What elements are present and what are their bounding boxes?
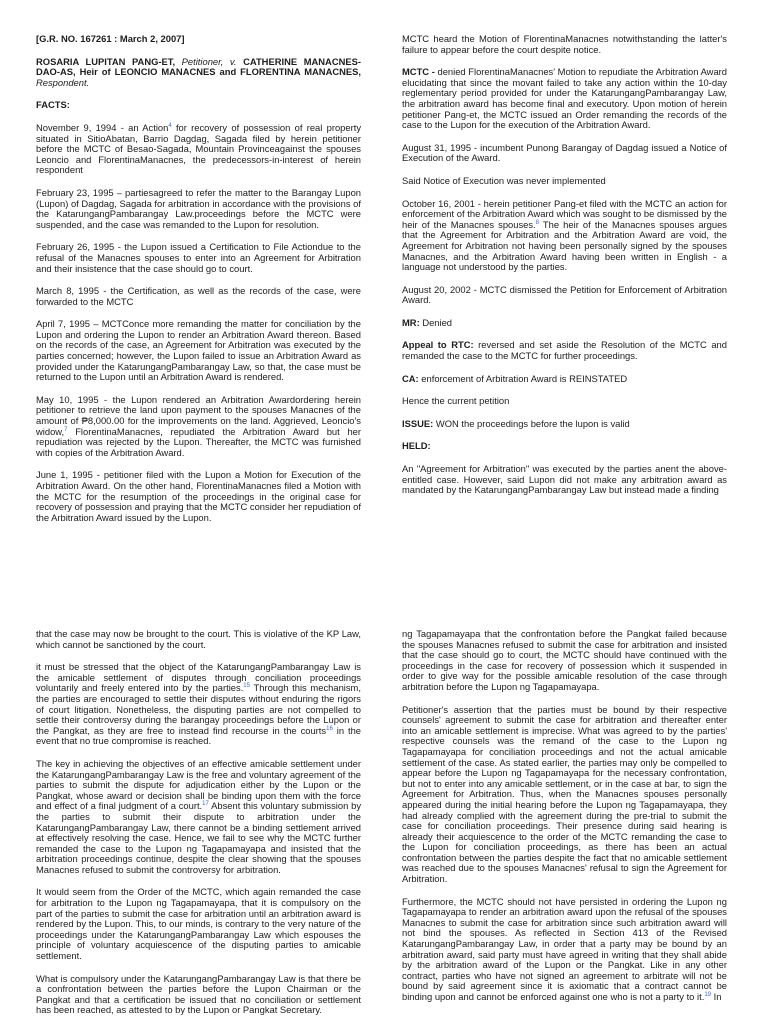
paragraph: [36, 974, 361, 1016]
paragraph: [36, 759, 361, 876]
paragraph: [402, 374, 727, 385]
paragraph-text: Said Notice of Execution was never implemented: [402, 174, 606, 186]
paragraph-label: Appeal to RTC:: [402, 339, 479, 351]
footnote-ref: 8: [535, 219, 539, 226]
paragraph: [402, 318, 727, 329]
paragraph-text: Denied: [422, 316, 453, 328]
paragraph-text: denied FlorentinaManacnes' Motion to repudiate the Arbitration Award elucidating that since the movant failed to take any action within the 10-day reglementary period provided for under the KatarungangPambarangay Law, the arbitration award has become final and executory. Upon motion of herein petitioner Pang-et, the MCTC issued an Order remanding the records of the case to the Lupon for the execution of the Arbitration Award.: [402, 66, 727, 131]
paragraph-text: it must be stressed that the object of the KatarungangPambarangay Law is the amicable settlement of disputes through conciliation proceedings voluntarily and freely entered into by the parties.: [36, 661, 361, 694]
petitioner-role-text: Petitioner, v.: [175, 55, 244, 67]
paragraph-text: enforcement of Arbitration Award is REINSTATED: [421, 372, 628, 384]
paragraph-text: August 31, 1995 - incumbent Punong Barangay of Dagdag issued a Notice of Execution of the Award.: [402, 141, 727, 164]
paragraph-text: An "Agreement for Arbitration" was executed by the parties anent the above-entitled case. However, said Lupon did not make any arbitration award as mandated by the KatarungangPambarangay Law but instead made a finding: [402, 463, 727, 496]
paragraph: [36, 123, 361, 176]
paragraph-label: MCTC -: [402, 66, 438, 78]
paragraph: [402, 441, 727, 452]
paragraph-text: It would seem from the Order of the MCTC, which again remanded the case for arbitration to the Lupon ng Tagapamayapa, that it is compulsory on the part of the parties to submit the case for arbitration until an arbitration award is rendered by the Lupon. This, to our minds, is contrary to the very nature of the proceedings under the KatarungangPambarangay Law which espouses the principle of voluntary acquiescence of the disputing parties to amicable settlement.: [36, 886, 361, 962]
paragraph: [402, 285, 727, 306]
footnote-ref: 16: [326, 725, 333, 732]
paragraph: [36, 470, 361, 523]
paragraph-label: MR:: [402, 316, 423, 328]
paragraph: [36, 662, 361, 747]
paragraph-text: ng Tagapamayapa that the confrontation before the Pangkat failed because the spouses Manacnes refused to submit the case for arbitration and insisted that the case should go to court, the MCTC should have continued with the proceedings in the case for recovery of possession which it suspended in order to give way for the possible amicable resolution of the case through arbitration before the Lupon ng Tagapamayapa.: [402, 628, 727, 692]
paragraph: [402, 67, 727, 131]
paragraph-text-cont: Through this mechanism, the parties are encouraged to settle their disputes without enduring the rigors of court litigation. Nonetheless, the disputing parties are not compelled to settle their controversy during the barangay proceedings before the Lupon or the Pangkat, as they are free to instead find recourse in the courts: [36, 682, 361, 736]
paragraph-text-cont: for recovery of possession of real property situated in SitioAbatan, Barrio Dagdag, Sagada filed by herein petitioner before the MCTC of Besao-Sagada, Mountain Provinceagainst the spouses Leoncio and FlorentinaManacnes, the predecessors-in-interest of herein respondent: [36, 121, 362, 176]
case-parties: [36, 57, 361, 89]
paragraph-text: February 23, 1995 – partiesagreed to refer the matter to the Barangay Lupon (Lupon) of Dagdag, Sagada for arbitration in accordance with the provisions of the KatarungangPambarangay Law.proceedings before the MCTC were suspended, and the case was remanded to the Lupon for resolution.: [36, 186, 361, 230]
paragraph-text-cont: FlorentinaManacnes, repudiated the Arbitration Award but her repudiation was rejected by the Lupon. Thereafter, the MCTC was furnished with copies of the Arbitration Award.: [36, 425, 361, 458]
respondent-name: CATHERINE MANACNES-DAO-AS, Heir of LEONCIO MANACNES and FLORENTINA MANACNES,: [36, 55, 361, 78]
case-number: [G.R. NO. 167261 : March 2, 2007]: [36, 33, 185, 44]
paragraph-text-cont: Absent this voluntary submission by the parties to submit their dispute to arbitration under the KatarungangPambarangay Law, there cannot be a binding settlement arrived at effectively resolving the case. Hence, we fail to see why the MCTC further remanded the case to the Lupon ng Tagapamayapa and insisted that the arbitration proceedings continue, despite the clear showing that the spouses Manacnes refused to submit the controversy for arbitration.: [36, 800, 362, 875]
paragraph: [36, 629, 361, 650]
paragraph: [402, 34, 727, 55]
paragraph-text: WON the proceedings before the lupon is valid: [435, 417, 630, 429]
paragraph-text: reversed and set aside the Resolution of the MCTC and remanded the case to the MCTC for further proceedings.: [402, 339, 727, 362]
paragraph: [402, 419, 727, 430]
paragraph-text: Hence the current petition: [402, 395, 510, 407]
paragraph-text: March 8, 1995 - the Certification, as well as the records of the case, were forwarded to the MCTC: [36, 285, 361, 307]
petitioner-name: ROSARIA LUPITAN PANG-ET,: [36, 55, 176, 67]
facts-heading: FACTS:: [36, 99, 70, 111]
page2-left-column: [36, 629, 361, 1024]
page1-right-column: [402, 34, 727, 508]
paragraph: [402, 629, 727, 693]
paragraph-text: October 16, 2001 - herein petitioner Pang-et filed with the MCTC an action for enforcement of the Arbitration Award which was sought to be dismissed by the heir of the Manacnes spouses.: [402, 197, 727, 230]
paragraph-text: Petitioner's assertion that the parties must be bound by their respective counsels' agreement to submit the case for arbitration and thereafter enter into an amicable settlement is imprecise. What was agreed to by the parties' respective counsels was the remand of the case to the Lupon ng Tagapamayapa for conciliation proceedings and not the actual amicable settlement of the case. As stated earlier, the parties may only be compelled to appear before the Lupon ng Tagapamayapa for the necessary confrontation, but not to enter into any amicable settlement, or in the case at bar, to sign the Agreement for Arbitration. Thus, when the Manacnes spouses personally appeared during the initial hearing before the Lupon ng Tagapamayapa, they had already complied with the agreement during the pre-trial to submit the case for conciliation proceedings. Their presence during said hearing is already their acquiescence to the order of the MCTC remanding the case to the Lupon for conciliation proceedings, as there has been an actual confrontation between the parties despite the fact that no amicable settlement was reached due to the spouses Manacnes' refusal to sign the Agreement for Arbitration.: [402, 703, 727, 885]
footnote-ref: 17: [202, 801, 209, 808]
paragraph-text: MCTC heard the Motion of FlorentinaManacnes notwithstanding the latter's failure to appear before the court despite notice.: [402, 33, 727, 55]
paragraph: [36, 188, 361, 230]
paragraph: [402, 705, 727, 885]
page1-left-column: [36, 34, 361, 535]
paragraph-label: ISSUE:: [402, 417, 436, 429]
paragraph-text: February 26, 1995 - the Lupon issued a Certification to File Actiondue to the refusal of the Manacnes spouses to enter into an Agreement for Arbitration and their insistence that the case should go to court.: [36, 241, 361, 274]
paragraph-text: that the case may now be brought to the court. This is violative of the KP Law, which cannot be sanctioned by the court.: [36, 628, 361, 650]
paragraph-text: What is compulsory under the KatarungangPambarangay Law is that there be a confrontation between the parties before the Lupon Chairman or the Pangkat and that a certification be issued that no conciliation or settlement has been reached, as attested to by the Lupon or Pangkat Secretary.: [36, 972, 361, 1016]
page1-left-paragraphs: [36, 123, 361, 523]
paragraph-text: August 20, 2002 - MCTC dismissed the Petition for Enforcement of Arbitration Award.: [402, 283, 727, 306]
paragraph-text: April 7, 1995 – MCTConce more remanding the matter for conciliation by the Lupon and ordering the Lupon to render an Arbitration Award thereon. Based on the records of the case, an Agreement for Arbitration was executed by the parties concerned; however, the Lupon failed to issue an Arbitration Award as provided under the KatarungangPambarangay Law, so that, the case must be returned to the Lupon until an Arbitration Award is rendered.: [36, 318, 361, 383]
paragraph: [402, 464, 727, 496]
paragraph: [36, 286, 361, 307]
paragraph-label: CA:: [402, 372, 422, 384]
footnote-ref: 19: [704, 991, 711, 998]
paragraph-text-cont: in the event that no true compromise is reached.: [36, 724, 361, 747]
page2-right-column: [402, 629, 727, 1015]
paragraph-text: May 10, 1995 - the Lupon rendered an Arbitration Awardordering herein petitioner to retrieve the land upon payment to the spouses Manacnes of the amount of ₱8,000.00 for the improvements on the land. Aggrieved, Leoncio's widow,: [36, 393, 361, 437]
paragraph: [36, 395, 361, 459]
respondent-role: Respondent.: [36, 76, 90, 88]
paragraph-text: Furthermore, the MCTC should not have persisted in ordering the Lupon ng Tagapamayapa to render an arbitration award upon the refusal of the spouses Manacnes to submit the case for arbitration since such arbitration award will not bind the spouses. As reflected in Section 413 of the Revised KatarungangPambarangay Law, in order that a party may be bound by an arbitration award, said party must have agreed in writing that they shall abide by the arbitration award of the Lupon or the Pangkat. Like in any other contract, parties who have not signed an agreement to arbitrate will not be bound by said agreement since it is axiomatic that a contract cannot be binding upon and cannot be enforced against one who is not a party to it.: [402, 895, 727, 1002]
footnote-ref: 4: [168, 122, 172, 129]
paragraph: [402, 396, 727, 407]
paragraph: [402, 199, 727, 273]
page-gap: [0, 560, 768, 622]
paragraph: [36, 242, 361, 274]
paragraph-text-cont: The heir of the Manacnes spouses argues that the Agreement for Arbitration and the Arbitration Award are void, the Agreement for Arbitration not having been personally signed by the spouses Manacnes, and the Arbitration Award having been written in English - a language not understood by the parties.: [402, 218, 727, 273]
document-page-2: [0, 622, 768, 1024]
paragraph-text: November 9, 1994 - an Action: [36, 121, 169, 133]
paragraph-text: June 1, 1995 - petitioner filed with the Lupon a Motion for Execution of the Arbitration Award. On the other hand, FlorentinaManacnes filed a Motion with the MCTC for the resumption of the proceedings in the original case for recovery of possession and praying that the MCTC consider her repudiation of the Arbitration Award issued by the Lupon.: [36, 469, 361, 523]
paragraph: [402, 897, 727, 1003]
paragraph: [36, 887, 361, 961]
paragraph: [402, 340, 727, 361]
footnote-ref: 15: [243, 683, 250, 690]
paragraph-text-cont: In: [711, 991, 722, 1002]
paragraph-label: HELD:: [402, 440, 431, 452]
paragraph: [402, 143, 727, 164]
paragraph-text: The key in achieving the objectives of an effective amicable settlement under the KatarungangPambarangay Law is the free and voluntary agreement of the parties to submit the dispute for adjudication either by the Lupon or the Pangkat, whose award or decision shall be binding upon them with the force and effect of a final judgment of a court.: [36, 757, 361, 812]
footnote-ref: 7: [64, 426, 68, 433]
paragraph: [402, 176, 727, 187]
paragraph: [36, 319, 361, 383]
